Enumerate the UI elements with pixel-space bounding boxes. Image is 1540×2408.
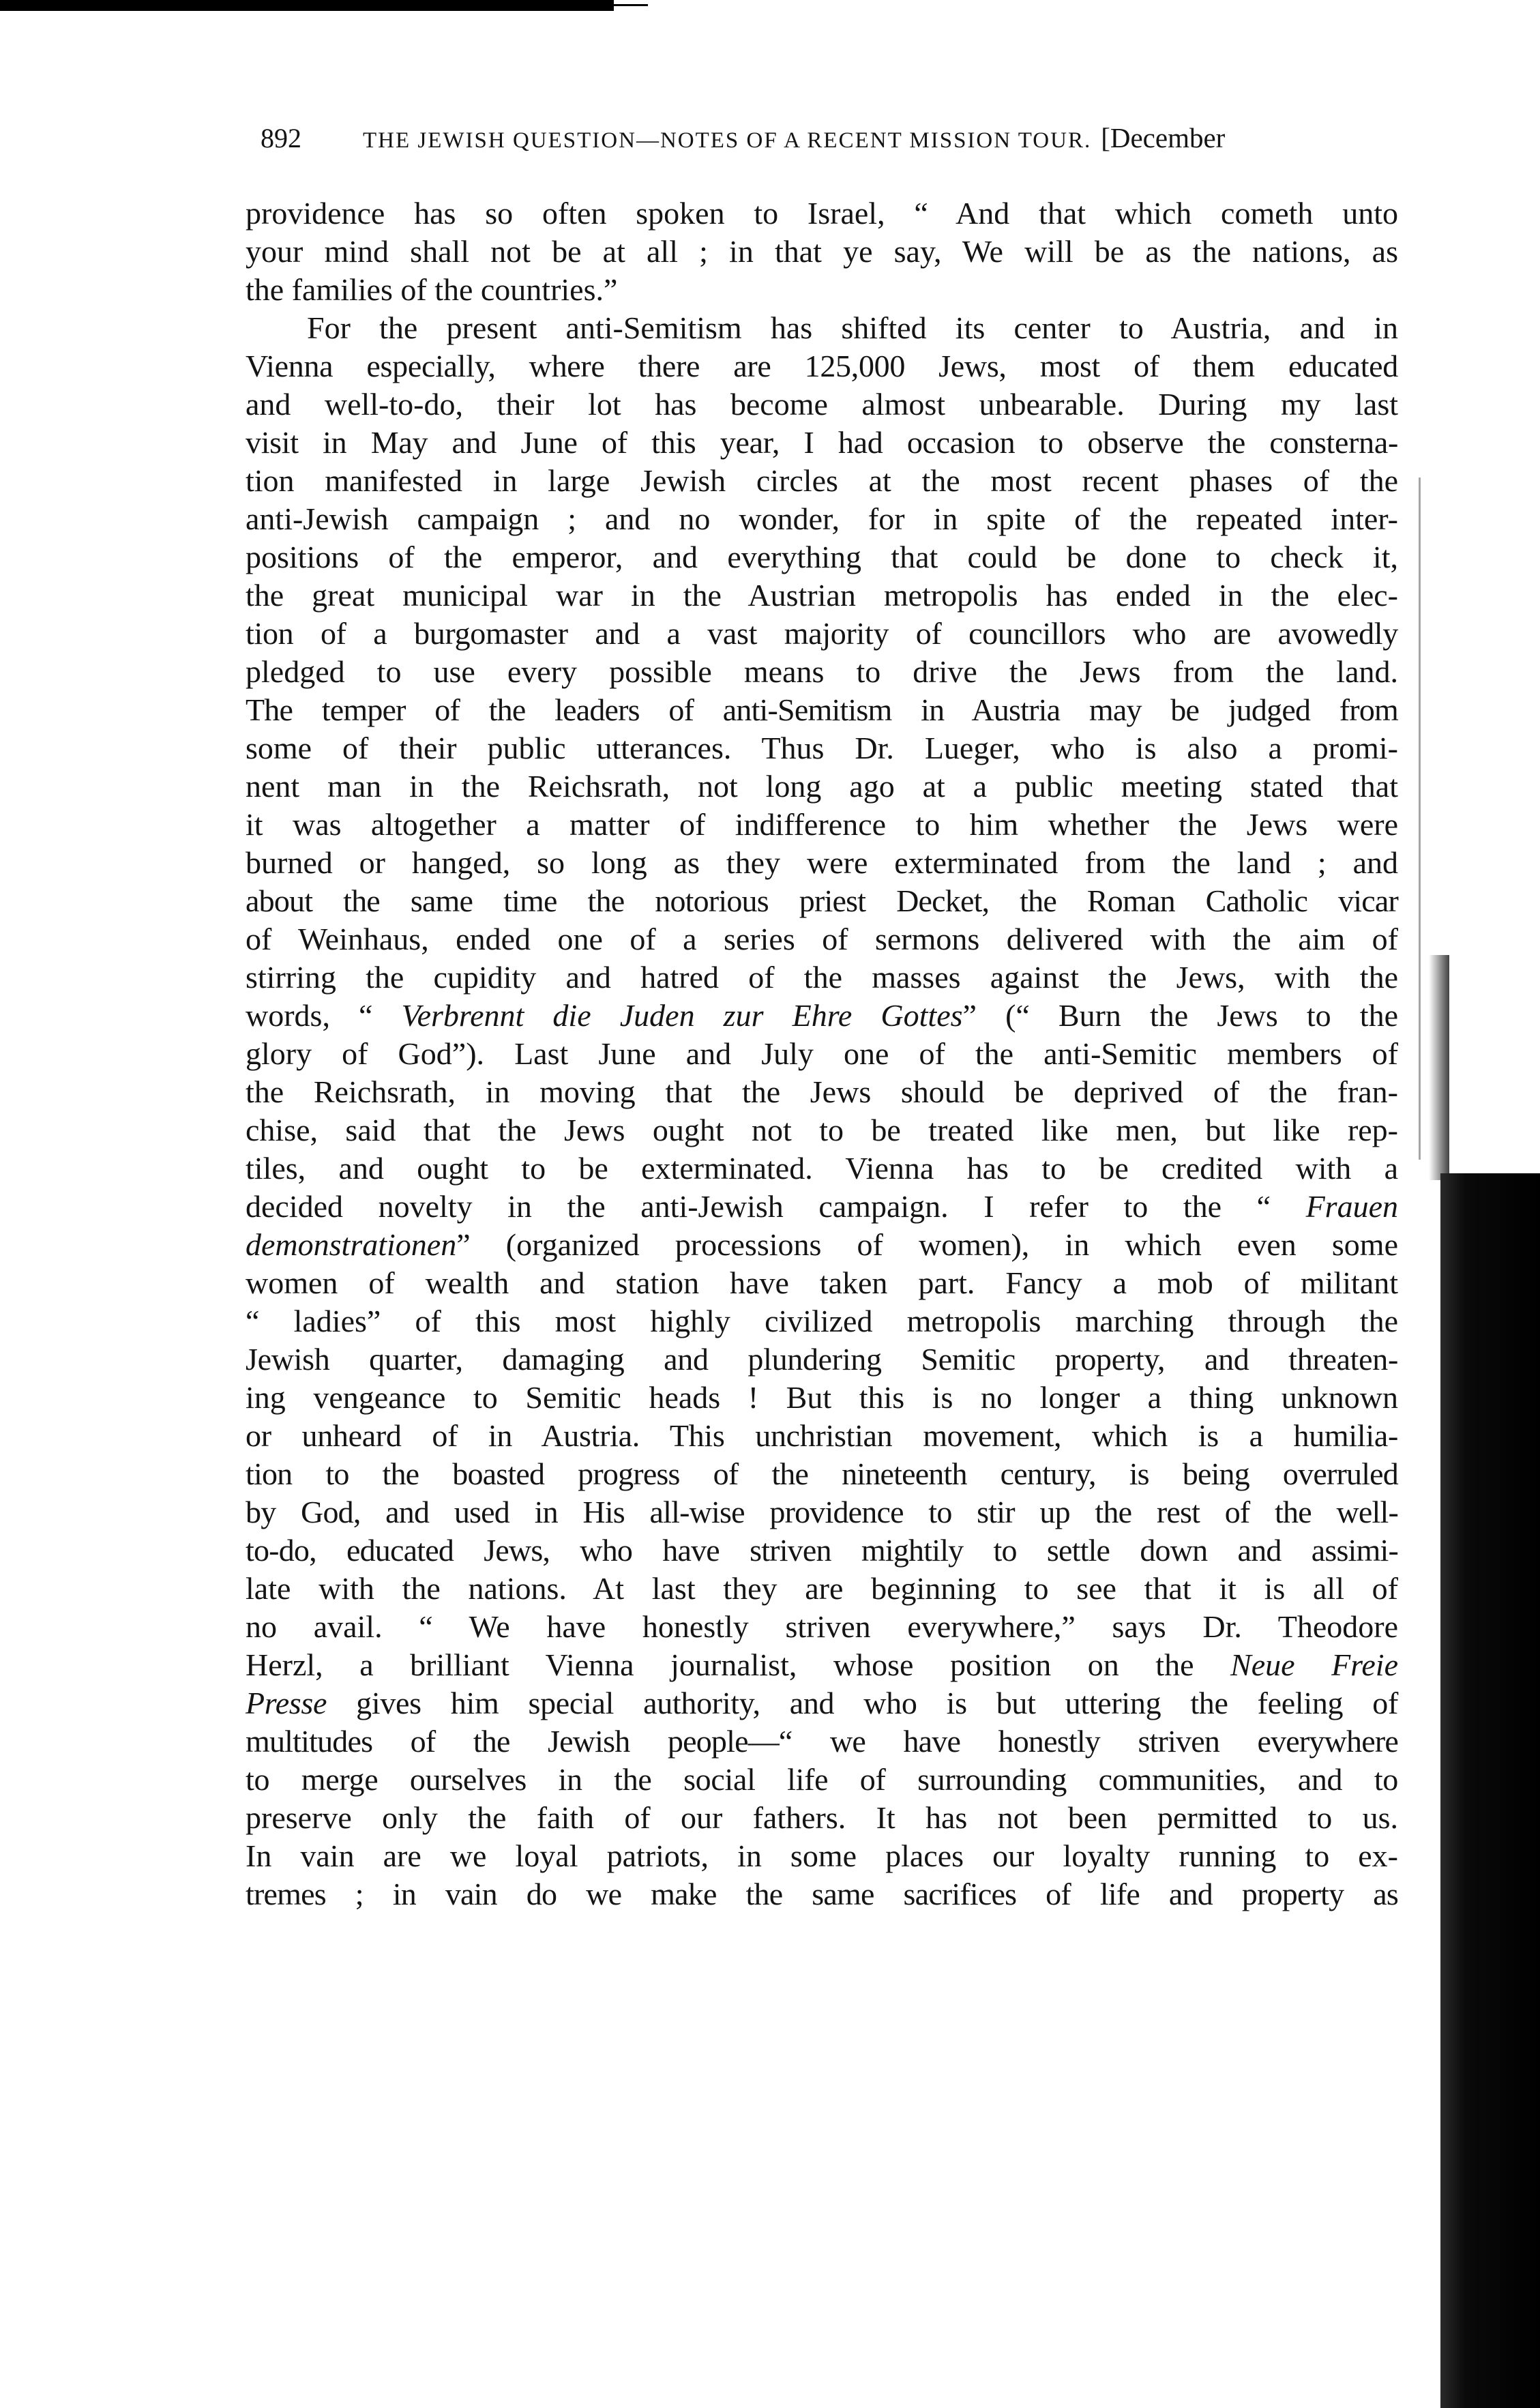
text-line: pledged to use every possible means to drive the Jews from the land.	[246, 654, 1398, 689]
page-header	[261, 121, 1386, 169]
german-quotation: Verbrennt die Juden zur Ehre Gottes	[401, 998, 963, 1033]
text-line: the families of the countries.”	[246, 272, 618, 307]
text-line: tiles, and ought to be exterminated. Vienna has to be credited with a	[246, 1151, 1398, 1186]
text-line: by God, and used in His all-wise providence to stir up the rest of the well-	[246, 1495, 1398, 1529]
text-line: Jewish quarter, damaging and plundering Semitic property, and threaten-	[246, 1342, 1398, 1377]
text-line: chise, said that the Jews ought not to be treated like men, but like rep-	[246, 1113, 1398, 1147]
text-line: of Weinhaus, ended one of a series of sermons delivered with the aim of	[246, 922, 1398, 956]
text-line: and well-to-do, their lot has become almost unbearable. During my last	[246, 387, 1398, 422]
text-line: ing vengeance to Semitic heads ! But this is no longer a thing unknown	[246, 1380, 1398, 1415]
page-number: 892	[261, 123, 301, 153]
text-line: women of wealth and station have taken part. Fancy a mob of militant	[246, 1265, 1398, 1300]
text-line: For the present anti-Semitism has shifted its center to Austria, and in	[307, 310, 1398, 345]
text-line: tion manifested in large Jewish circles at the most recent phases of the	[246, 463, 1398, 498]
text-line: no avail. “ We have honestly striven everywhere,” says Dr. Theodore	[246, 1609, 1398, 1644]
german-term: Frauen	[1305, 1189, 1398, 1224]
text-line: decided novelty in the anti-Jewish campaign. I refer to the “ Frauen	[246, 1189, 1398, 1224]
text-line: tion to the boasted progress of the nineteenth century, is being overruled	[246, 1456, 1398, 1491]
text-line: Presse gives him special authority, and who is but uttering the feeling of	[246, 1686, 1398, 1720]
newspaper-name: Neue Freie	[1230, 1647, 1398, 1682]
text-line: it was altogether a matter of indifference to him whether the Jews were	[246, 807, 1398, 842]
text-line: positions of the emperor, and everything that could be done to check it,	[246, 540, 1398, 574]
text-line: demonstrationen” (organized processions of women), in which even some	[246, 1227, 1398, 1262]
text-line: visit in May and June of this year, I had occasion to observe the consterna-	[246, 425, 1398, 460]
text-line: tremes ; in vain do we make the same sacrifices of life and property as	[246, 1877, 1398, 1911]
german-term: demonstrationen	[246, 1227, 457, 1262]
header-date: [December	[1101, 122, 1226, 153]
text-line: “ ladies” of this most highly civilized metropolis marching through the	[246, 1304, 1398, 1338]
right-scan-shadow	[1440, 1173, 1540, 2408]
text-line: tion of a burgomaster and a vast majority of councillors who are avowedly	[246, 616, 1398, 651]
text-line: multitudes of the Jewish people—“ we have honestly striven everywhere	[246, 1724, 1398, 1759]
text-line: to-do, educated Jews, who have striven mightily to settle down and assimi-	[246, 1533, 1398, 1568]
newspaper-name: Presse	[246, 1686, 327, 1720]
text-line: some of their public utterances. Thus Dr. Lueger, who is also a promi-	[246, 731, 1398, 765]
text-line: late with the nations. At last they are beginning to see that it is all of	[246, 1571, 1398, 1606]
text-line: Vienna especially, where there are 125,000 Jews, most of them educated	[246, 349, 1398, 383]
body-text	[246, 194, 1398, 1913]
text-line: your mind shall not be at all ; in that ye say, We will be as the nations, as	[246, 234, 1398, 269]
text-line: about the same time the notorious priest Decket, the Roman Catholic vicar	[246, 883, 1398, 918]
text-line: anti-Jewish campaign ; and no wonder, for in spite of the repeated inter-	[246, 501, 1398, 536]
text-line: providence has so often spoken to Israel, “ And that which cometh unto	[246, 196, 1398, 231]
text-line: Herzl, a brilliant Vienna journalist, whose position on the Neue Freie	[246, 1647, 1398, 1682]
text-line: glory of God”). Last June and July one of the anti-Semitic members of	[246, 1036, 1398, 1071]
text-line: to merge ourselves in the social life of surrounding communities, and to	[246, 1762, 1398, 1797]
top-scan-border	[0, 0, 614, 11]
text-line: preserve only the faith of our fathers. It has not been permitted to us.	[246, 1800, 1398, 1835]
top-scan-border-tail	[614, 4, 648, 6]
page-fold-shadow	[1419, 478, 1421, 1160]
text-line: In vain are we loyal patriots, in some places our loyalty running to ex-	[246, 1838, 1398, 1873]
text-line: nent man in the Reichsrath, not long ago at a public meeting stated that	[246, 769, 1398, 804]
text-line: burned or hanged, so long as they were exterminated from the land ; and	[246, 845, 1398, 880]
text-line: or unheard of in Austria. This unchristian movement, which is a humilia-	[246, 1418, 1398, 1453]
text-line: The temper of the leaders of anti-Semitism in Austria may be judged from	[246, 692, 1398, 727]
scan-shadow-fade	[1429, 955, 1449, 1180]
text-line: the great municipal war in the Austrian metropolis has ended in the elec-	[246, 578, 1398, 613]
text-line: stirring the cupidity and hatred of the masses against the Jews, with the	[246, 960, 1398, 995]
running-title: THE JEWISH QUESTION—NOTES OF A RECENT MISSION TOUR.	[363, 128, 1092, 153]
text-line: words, “ Verbrennt die Juden zur Ehre Gottes” (“ Burn the Jews to the	[246, 998, 1398, 1033]
text-line: the Reichsrath, in moving that the Jews should be deprived of the fran-	[246, 1074, 1398, 1109]
